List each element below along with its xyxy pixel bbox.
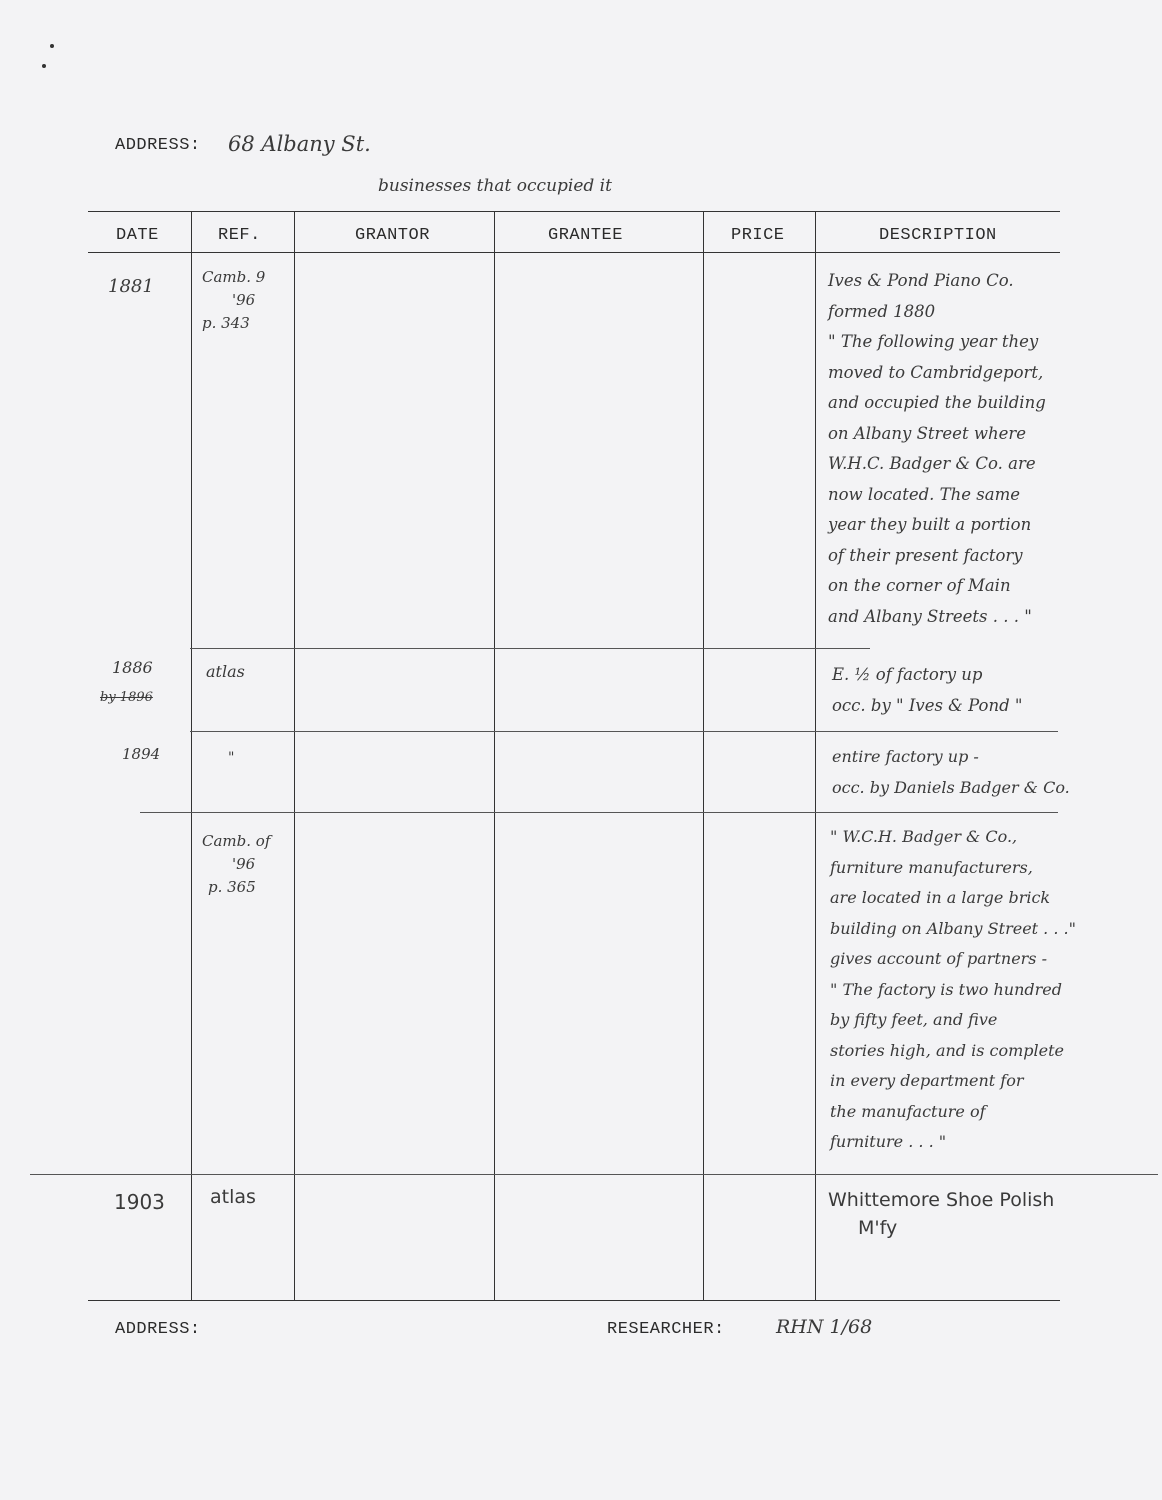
- column-header-grantor: GRANTOR: [355, 226, 430, 245]
- entry-ref: atlas: [210, 1186, 256, 1208]
- entry-date-struck: by 1896: [100, 690, 153, 705]
- entry-description: E. ½ of factory up occ. by " Ives & Pond ": [832, 665, 1023, 715]
- corner-mark: [42, 64, 46, 68]
- column-header-ref: REF.: [218, 226, 261, 245]
- entry-ref: Camb. 9 '96 p. 343: [202, 268, 266, 332]
- corner-mark: [50, 44, 54, 48]
- subtitle: businesses that occupied it: [378, 176, 612, 196]
- entry-description: Whittemore Shoe Polish M'fy: [828, 1189, 1055, 1239]
- researcher-value: RHN 1/68: [776, 1316, 873, 1338]
- entry-ref: ": [228, 750, 235, 766]
- address-label: ADDRESS:: [115, 136, 201, 155]
- entry-date: 1894: [122, 745, 161, 763]
- entry-date: 1903: [114, 1190, 165, 1214]
- footer-address-label: ADDRESS:: [115, 1320, 201, 1339]
- column-header-grantee: GRANTEE: [548, 226, 623, 245]
- column-header-description: DESCRIPTION: [879, 226, 997, 245]
- entry-description: entire factory up - occ. by Daniels Badger & Co.: [832, 747, 1070, 797]
- entry-date: 1881: [108, 276, 154, 297]
- entry-ref: atlas: [206, 662, 245, 681]
- researcher-label: RESEARCHER:: [607, 1320, 725, 1339]
- address-value: 68 Albany St.: [228, 132, 371, 156]
- column-header-price: PRICE: [731, 226, 785, 245]
- entry-description: Ives & Pond Piano Co. formed 1880 " The following year they moved to Cambridgeport, and occupied the building on Albany Street where W.H.C. Badger & Co. are now located. The same year they built a portion of their present factory on the corner of Main and Albany Streets . . . ": [828, 271, 1046, 626]
- column-header-date: DATE: [116, 226, 159, 245]
- entry-ref: Camb. of '96 p. 365: [202, 832, 271, 896]
- entry-date: 1886: [112, 658, 153, 677]
- entry-description: " W.C.H. Badger & Co., furniture manufacturers, are located in a large brick building on Albany Street . . ." gives account of partners - " The factory is two hundred by fifty feet, and five stories high, and is complete in every department for the manufacture of furniture . . . ": [830, 827, 1076, 1151]
